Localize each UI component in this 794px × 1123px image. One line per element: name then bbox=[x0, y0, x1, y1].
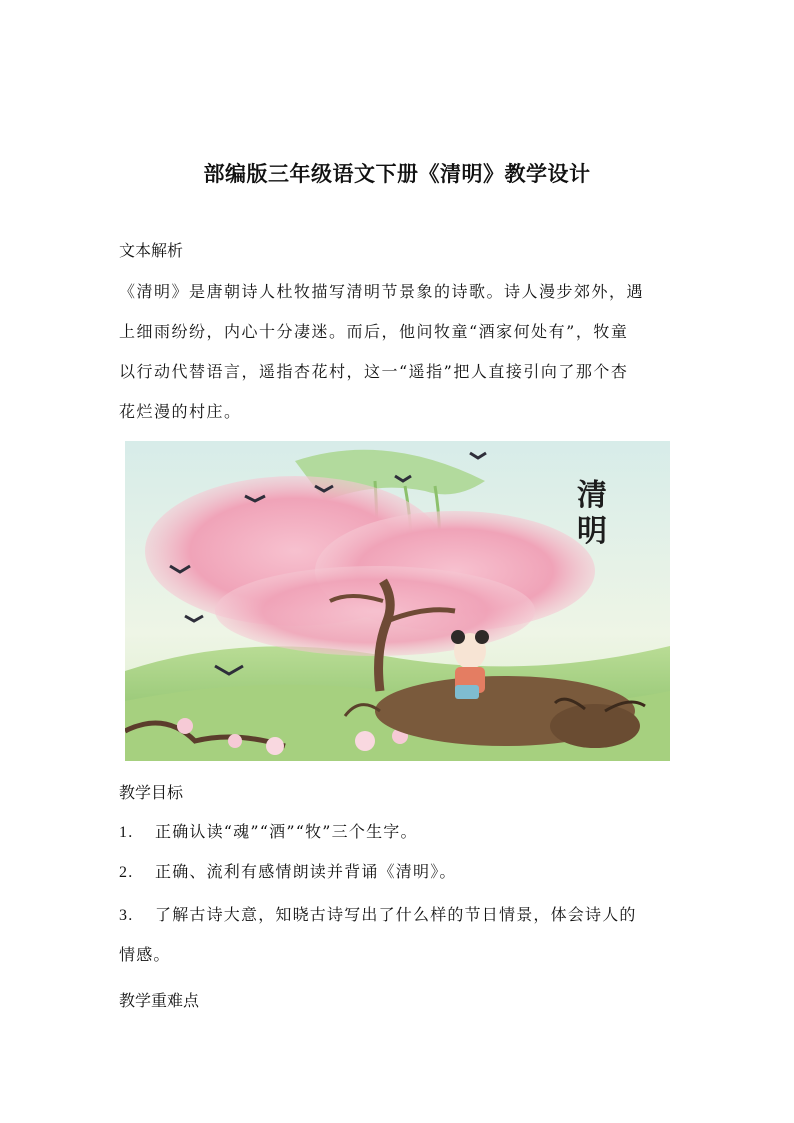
goal-text: 正确、流利有感情朗读并背诵《清明》。 bbox=[155, 862, 457, 881]
illustration-caption-char: 清 bbox=[577, 478, 607, 513]
goal-text: 正确认读“魂”“酒”“牧”三个生字。 bbox=[155, 822, 418, 841]
analysis-line: 花烂漫的村庄。 bbox=[119, 402, 242, 421]
analysis-paragraph bbox=[119, 272, 679, 432]
analysis-line: 以行动代替语言，遥指杏花村，这一“遥指”把人直接引向了那个杏 bbox=[119, 362, 629, 381]
goals-heading: 教学目标 bbox=[119, 783, 184, 802]
goal-number: 3. bbox=[119, 907, 134, 924]
illustration-caption-char: 明 bbox=[577, 514, 607, 549]
goal-item-3 bbox=[119, 895, 679, 936]
goal-text-continuation: 情感。 bbox=[119, 945, 171, 964]
goal-number: 1. bbox=[119, 824, 134, 841]
document-title: 部编版三年级语文下册《清明》教学设计 bbox=[203, 162, 591, 186]
difficulty-heading: 教学重难点 bbox=[119, 991, 200, 1010]
goal-number: 2. bbox=[119, 864, 134, 881]
goal-item-1 bbox=[119, 812, 679, 853]
illustration-caption bbox=[562, 478, 622, 550]
goal-text: 了解古诗大意，知晓古诗写出了什么样的节日情景，体会诗人的 bbox=[155, 905, 637, 924]
analysis-heading: 文本解析 bbox=[119, 241, 184, 260]
analysis-line: 《清明》是唐朝诗人杜牧描写清明节景象的诗歌。诗人漫步郊外，遇 bbox=[119, 282, 645, 301]
goal-item-3-continuation bbox=[119, 935, 679, 975]
goal-item-2 bbox=[119, 852, 679, 893]
analysis-line: 上细雨纷纷，内心十分凄迷。而后，他问牧童“酒家何处有”，牧童 bbox=[119, 322, 629, 341]
